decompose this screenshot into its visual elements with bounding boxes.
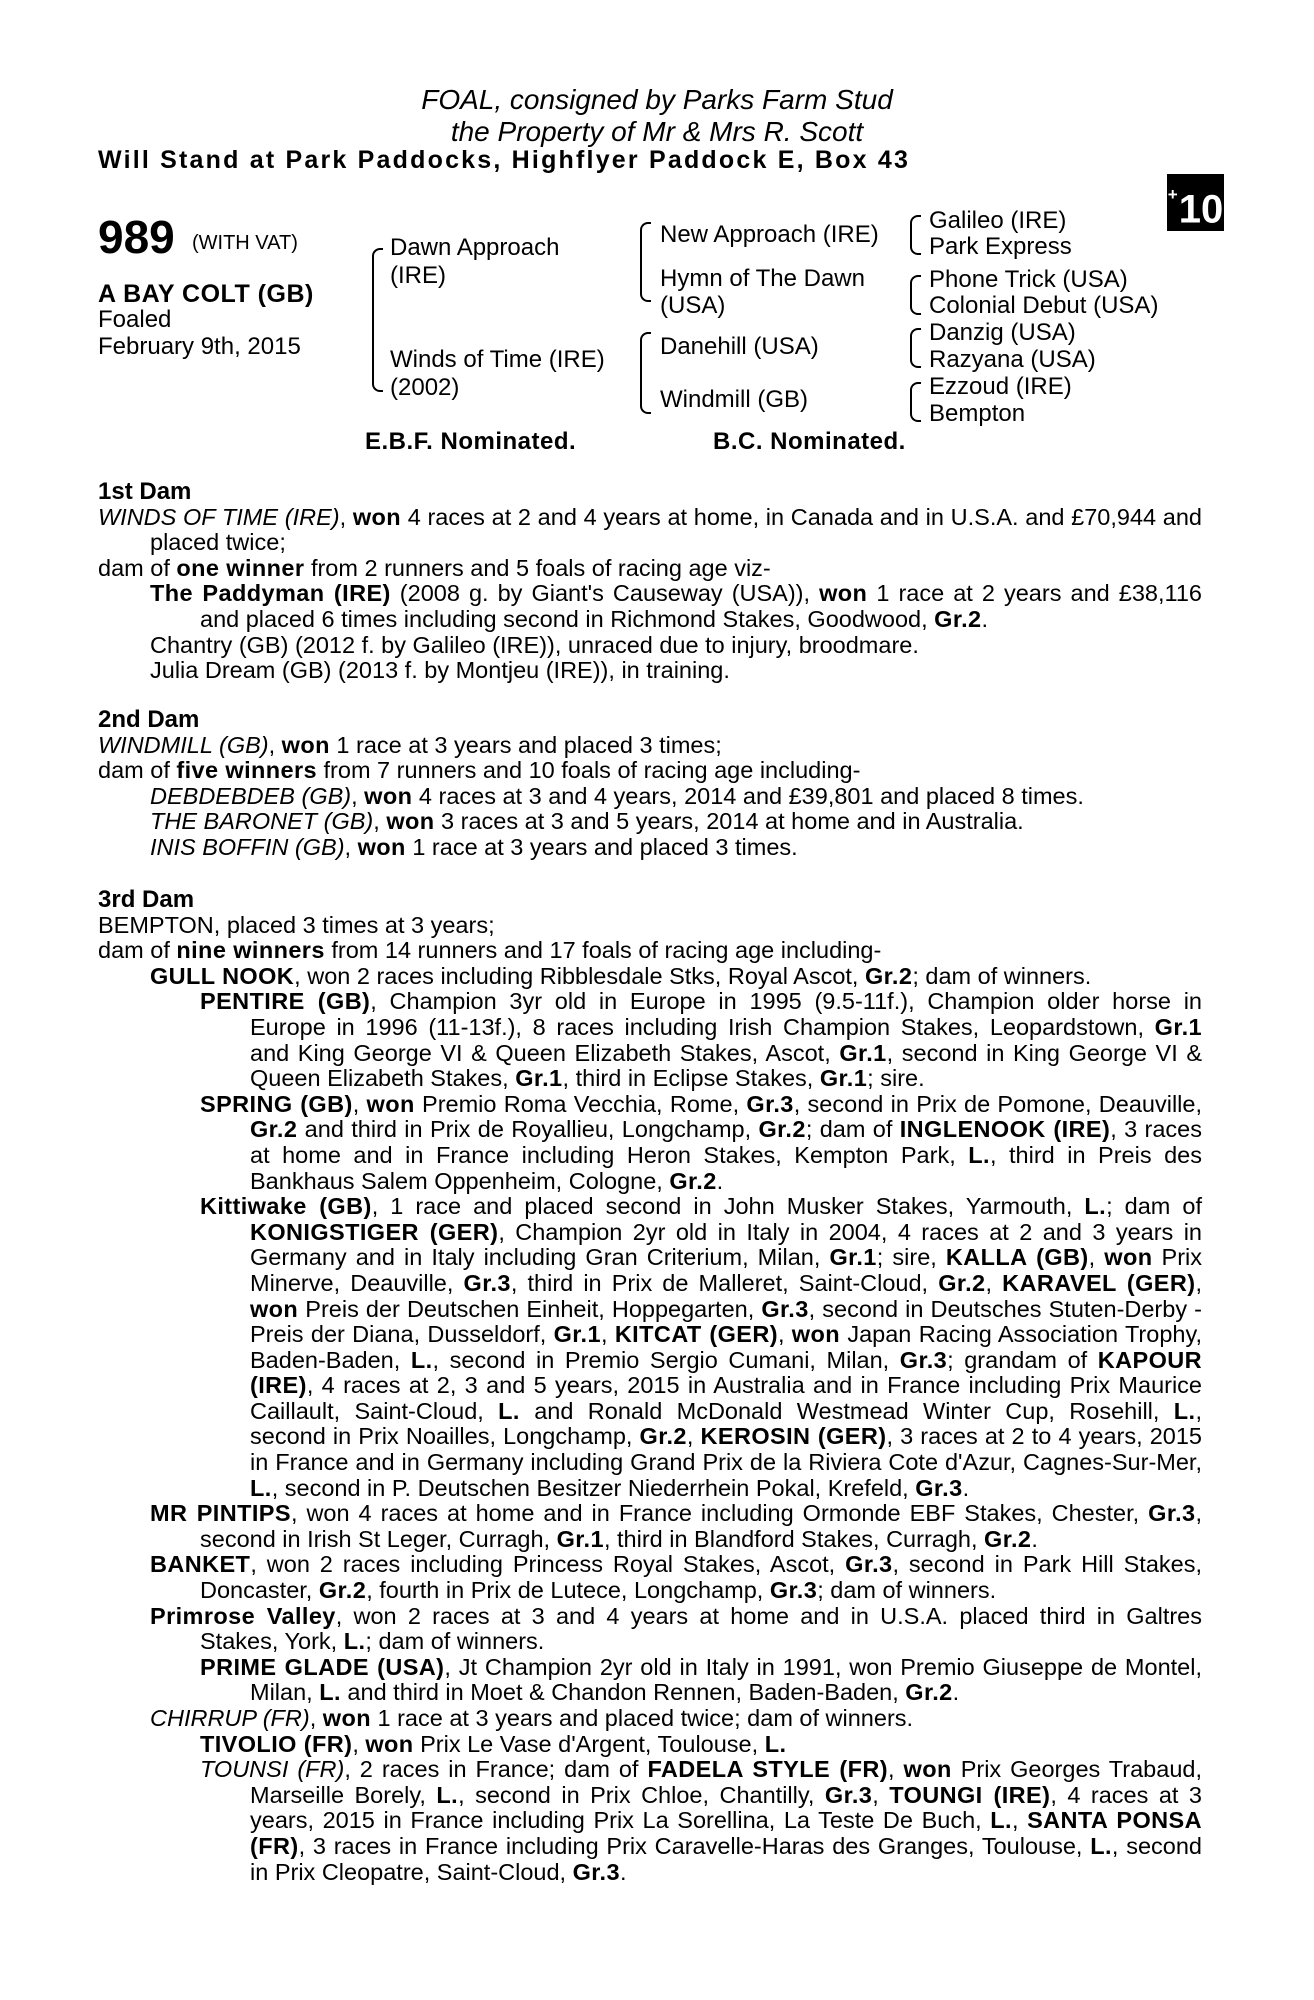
sire-dam-dam: Colonial Debut (USA) xyxy=(929,292,1159,319)
third-dam-foal: MR PINTIPS, won 4 races at home and in France including Ormonde EBF Stakes, Chester, Gr.3, second in Irish St Leger, Curragh, Gr.1, third in Blandford Stakes, Curragh, Gr.2. xyxy=(150,1500,1202,1552)
lot-number: 989 xyxy=(98,211,175,263)
sire-name: Dawn Approach xyxy=(390,234,560,261)
second-dam-produce: dam of five winners from 7 runners and 10 foals of racing age including- xyxy=(98,757,861,784)
third-dam-foal: GULL NOOK, won 2 races including Ribblesdale Stks, Royal Ascot, Gr.2; dam of winners. xyxy=(150,962,1092,989)
third-dam-foal: CHIRRUP (FR), won 1 race at 3 years and placed twice; dam of winners. xyxy=(150,1705,914,1731)
dam-dam-sire: Ezzoud (IRE) xyxy=(929,373,1072,400)
dam-year: (2002) xyxy=(390,374,460,401)
property-line: the Property of Mr & Mrs R. Scott xyxy=(450,116,864,147)
third-dam-produce: dam of nine winners from 14 runners and 17 foals of racing age including- xyxy=(98,937,882,964)
dam-sire-sire: Danzig (USA) xyxy=(929,319,1076,346)
sire-sire-sire: Galileo (IRE) xyxy=(929,207,1067,234)
vat-note: (WITH VAT) xyxy=(192,232,298,254)
foaled-date: February 9th, 2015 xyxy=(98,333,301,360)
third-dam-grandfoal: PENTIRE (GB), Champion 3yr old in Europe in 1995 (9.5-11f.), Champion older horse in Europe in 1996 (11-13f.), 8 races including Irish Champion Stakes, Leopardstown, Gr.1 and King George VI & Queen Elizabeth Stakes, Ascot, Gr.1, second in King George VI & Queen Elizabeth Stakes, Gr.1, third in Eclipse Stakes, Gr.1; sire. xyxy=(200,988,1202,1092)
stabling-line: Will Stand at Park Paddocks, Highflyer Paddock E, Box 43 xyxy=(98,146,911,174)
first-dam-produce: dam of one winner from 2 runners and 5 foals of racing age viz- xyxy=(98,554,771,581)
second-dam-foal: DEBDEBDEB (GB), won 4 races at 3 and 4 years, 2014 and £39,801 and placed 8 times. xyxy=(150,782,1084,809)
third-dam-title: 3rd Dam xyxy=(98,886,195,913)
lot-description: A BAY COLT (GB) xyxy=(98,280,314,308)
badge-plus: + xyxy=(1167,185,1178,204)
third-dam-section xyxy=(98,887,1202,1885)
sire-dam-country: (USA) xyxy=(660,292,726,319)
consignor-line: FOAL, consigned by Parks Farm Stud xyxy=(421,84,893,115)
ebf-nominated: E.B.F. Nominated. xyxy=(365,428,577,455)
third-dam-grandfoal: Kittiwake (GB), 1 race and placed second in John Musker Stakes, Yarmouth, L.; dam of KONIGSTIGER (GER), Champion 2yr old in Italy in 2004, 4 races at 2 and 3 years in Germany and in Italy including Gran Criterium, Milan, Gr.1; sire, KALLA (GB), won Prix Minerve, Deauville, Gr.3, third in Prix de Malleret, Saint-Cloud, Gr.2, KARAVEL (GER), won Preis der Deutschen Einheit, Hoppegarten, Gr.3, second in Deutsches Stuten-Derby - Preis der Diana, Dusseldorf, Gr.1, KITCAT (GER), won Japan Racing Association Trophy, Baden-Baden, L., second in Premio Sergio Cumani, Milan, Gr.3; grandam of KAPOUR (IRE), 4 races at 2, 3 and 5 years, 2015 in Australia and in France including Prix Maurice Caillault, Saint-Cloud, L. and Ronald McDonald Westmead Winter Cup, Rosehill, L., second in Prix Noailles, Longchamp, Gr.2, KEROSIN (GER), 3 races at 2 to 4 years, 2015 in France and in Germany including Grand Prix de la Riviera Cote d'Azur, Cagnes-Sur-Mer, L., second in P. Deutschen Besitzer Niederrhein Pokal, Krefeld, Gr.3. xyxy=(200,1193,1203,1501)
third-dam-foal: BANKET, won 2 races including Princess Royal Stakes, Ascot, Gr.3, second in Park Hill Stakes, Doncaster, Gr.2, fourth in Prix de Lutece, Longchamp, Gr.3; dam of winners. xyxy=(150,1551,1203,1604)
third-dam-grandfoal: TOUNSI (FR), 2 races in France; dam of FADELA STYLE (FR), won Prix Georges Trabaud, Marseille Borely, L., second in Prix Chloe, Chantilly, Gr.3, TOUNGI (IRE), 4 races at 3 years, 2015 in France including Prix La Sorellina, La Teste De Buch, L., SANTA PONSA (FR), 3 races in France including Prix Caravelle-Haras des Granges, Toulouse, L., second in Prix Cleopatre, Saint-Cloud, Gr.3. xyxy=(200,1756,1202,1885)
second-dam-section xyxy=(98,707,1202,861)
pedigree-brace-3a xyxy=(910,215,921,255)
dam-name: Winds of Time (IRE) xyxy=(390,346,605,373)
lot-badge xyxy=(1167,174,1224,231)
first-dam-foal: Chantry (GB) (2012 f. by Galileo (IRE)), unraced due to injury, broodmare. xyxy=(150,631,919,658)
first-dam-foal: Julia Dream (GB) (2013 f. by Montjeu (IRE)), in training. xyxy=(150,657,730,684)
first-dam-title: 1st Dam xyxy=(98,478,192,505)
pedigree-brace-3b xyxy=(910,275,921,315)
sire-dam-sire: Phone Trick (USA) xyxy=(929,266,1128,293)
sire-sire-dam: Park Express xyxy=(929,233,1072,260)
bc-nominated: B.C. Nominated. xyxy=(713,428,906,455)
third-dam-record: BEMPTON, placed 3 times at 3 years; xyxy=(98,911,495,938)
badge-number: 10 xyxy=(1178,187,1224,232)
first-dam-foal: The Paddyman (IRE) (2008 g. by Giant's Causeway (USA)), won 1 race at 2 years and £38,116 and placed 6 times including second in Richmond Stakes, Goodwood, Gr.2. xyxy=(150,580,1202,632)
pedigree-brace-3c xyxy=(910,328,921,368)
second-dam-record: WINDMILL (GB), won 1 race at 3 years and placed 3 times; xyxy=(98,731,722,758)
sire-dam: Hymn of The Dawn xyxy=(660,265,865,292)
third-dam-grandfoal: SPRING (GB), won Premio Roma Vecchia, Rome, Gr.3, second in Prix de Pomone, Deauville, Gr.2 and third in Prix de Royallieu, Longchamp, Gr.2; dam of INGLENOOK (IRE), 3 races at home and in France including Heron Stakes, Kempton Park, L., third in Preis des Bankhaus Salem Oppenheim, Cologne, Gr.2. xyxy=(200,1090,1203,1194)
second-dam-foal: THE BARONET (GB), won 3 races at 3 and 5 years, 2014 at home and in Australia. xyxy=(150,808,1024,835)
pedigree-brace-2b xyxy=(640,332,651,414)
first-dam-record: WINDS OF TIME (IRE), won 4 races at 2 and 4 years at home, in Canada and in U.S.A. and £70,944 and placed twice; xyxy=(98,503,1203,556)
dam-dam-dam: Bempton xyxy=(929,400,1026,427)
dam-dam: Windmill (GB) xyxy=(660,386,808,413)
third-dam-grandfoal: PRIME GLADE (USA), Jt Champion 2yr old in Italy in 1991, won Premio Giuseppe de Montel, Milan, L. and third in Moet & Chandon Rennen, Baden-Baden, Gr.2. xyxy=(200,1653,1202,1706)
second-dam-title: 2nd Dam xyxy=(98,706,200,733)
sire-country: (IRE) xyxy=(390,262,446,289)
pedigree-brace-2a xyxy=(640,222,651,302)
sire-sire: New Approach (IRE) xyxy=(660,221,879,248)
pedigree-brace-1 xyxy=(372,248,383,392)
dam-sire: Danehill (USA) xyxy=(660,333,819,360)
third-dam-foal: Primrose Valley, won 2 races at 3 and 4 years at home and in U.S.A. placed third in Galtres Stakes, York, L.; dam of winners. xyxy=(150,1602,1202,1655)
second-dam-foal: INIS BOFFIN (GB), won 1 race at 3 years and placed 3 times. xyxy=(150,833,798,860)
pedigree-brace-3d xyxy=(910,382,921,422)
foaled-label: Foaled xyxy=(98,306,172,333)
first-dam-section xyxy=(98,479,1202,684)
dam-sire-dam: Razyana (USA) xyxy=(929,346,1096,373)
third-dam-grandfoal: TIVOLIO (FR), won Prix Le Vase d'Argent, Toulouse, L. xyxy=(200,1730,787,1757)
